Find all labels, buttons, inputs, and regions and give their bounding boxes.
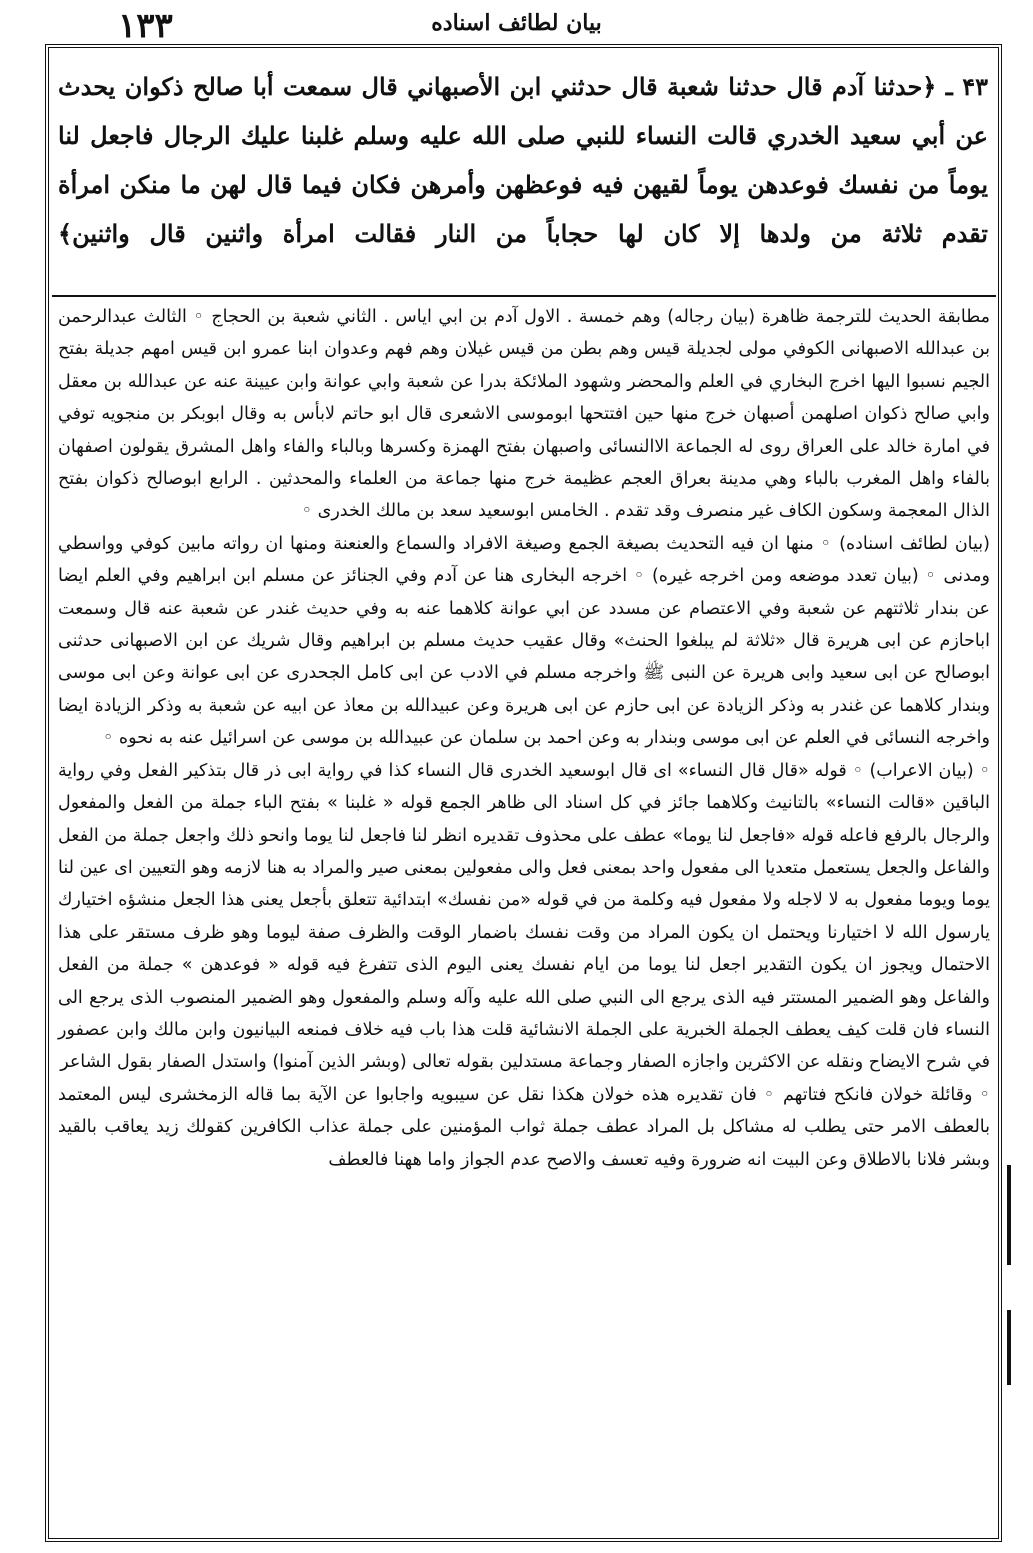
margin-mark xyxy=(1007,1165,1011,1265)
section-divider xyxy=(52,295,996,297)
commentary-paragraph-grammar: ◦ (بيان الاعراب) ◦ قوله «قال قال النساء» اى قال ابوسعيد الخدرى قال النساء كذا في رواية ابى ذر قال بتذكير الفعل وفي رواية الباقين «قالت النساء» بالتانيث وكلاهما جائز في كل اسناد الى ظاهر الجمع قوله « غلبنا » بفتح الباء جملة من الفعل والمفعول والرجال بالرفع فاعله قوله «فاجعل لنا يوما» عطف على محذوف تقديره انظر لنا فاجعل لنا يوما وانحو ذلك واجعل جملة من الفعل والفاعل والجعل يستعمل متعديا الى مفعول واحد بمعنى فعل والى مفعولين بمعنى صير والمراد به هنا لازمه وهو التعيين اى عين لنا يوما ويوما مفعول به لا لاجله ولا مفعول فيه وكلمة من في قوله «من نفسك» ابتدائية تتعلق بأجعل يعنى هذا الجعل منشؤه اختيارك يارسول الله لا اختيارنا ويحتمل ان يكون المراد من وقت نفسك باضمار الوقت والظرف صفة ليوما وهو ظرف مستقر على هذا الاحتمال ويجوز ان يكون التقدير اجعل لنا يوما من ايام نفسك يعنى اليوم الذى تتفرغ فيه قوله « فوعدهن » جملة من الفعل والفاعل وهو الضمير المستتر فيه الذى يرجع الى النبي صلى الله عليه وآله وسلم والمفعول وهو الضمير المنصوب الذى يرجع الى النساء فان قلت كيف يعطف الجملة الخبرية على الجملة الانشائية قلت هذا باب فيه خلاف فمنعه البيانيون وابن مالك وابن عصفور في شرح الايضاح ونقله عن الاكثرين واجازه الصفار وجماعة مستدلين بقوله تعالى (وبشر الذين آمنوا) واستدل الصفار بقول الشاعر xyxy=(58,760,990,1073)
commentary-paragraph-verse: ◦ وقائلة خولان فانكح فتاتهم ◦ فان تقديره هذه خولان هكذا نقل عن سيبويه واجابوا عن الآية بما قاله الزمخشرى ليس المعتمد بالعطف الامر حتى يطلب له مشاكل بل المراد عطف جملة ثواب المؤمنين على جملة عذاب الكافرين كقولك زيد يعاقب بالقيد وبشر فلانا بالاطلاق وعن البيت انه ضرورة وفيه تعسف والاصح عدم الجواز واما ههنا فالعطف xyxy=(58,1084,990,1170)
page-header xyxy=(0,0,1033,44)
commentary xyxy=(58,301,990,1176)
running-title: بيان لطائف اسناده xyxy=(431,10,602,36)
hadith-text: ۴۳ ـ ﴿حدثنا آدم قال حدثنا شعبة قال حدثني ابن الأصبهاني قال سمعت أبا صالح ذكوان يحدث عن أبي سعيد الخدري قالت النساء للنبي صلى الله عليه وسلم غلبنا عليك الرجال فاجعل لنا يوماً من نفسك فوعدهن يوماً لقيهن فيه فوعظهن وأمرهن فكان فيما قال لهن ما منكن امرأة تقدم ثلاثة من ولدها إلا كان لها حجاباً من النار فقالت امرأة واثنين قال واثنين﴾ xyxy=(58,72,989,248)
commentary-paragraph-isnad: (بيان لطائف اسناده) ◦ منها ان فيه التحديث بصيغة الجمع وصيغة الافراد والسماع والعنعنة ومنها ان رواته مابين كوفي وواسطي ومدنى ◦ (بيان تعدد موضعه ومن اخرجه غيره) ◦ اخرجه البخارى هنا عن آدم وفي الجنائز عن مسلم ابن ابراهيم وفي العلم ايضا عن بندار ثلاثتهم عن شعبة وفي الاعتصام عن مسدد عن ابي عوانة كلاهما عنه به وفي حديث غندر عن شعبة عنه قال وسمعت اباحازم عن ابى هريرة قال «ثلاثة لم يبلغوا الحنث» وقال عقيب حديث مسلم بن ابراهيم وقال شريك عن ابن الاصبهانى حدثنى ابوصالح عن ابى سعيد وابى هريرة عن النبى ﷺ واخرجه مسلم في الادب عن ابى كامل الجحدرى عن ابى عوانة وعن ابى موسى وبندار كلاهما عن غندر به وذكر الزيادة عن ابى حازم عن ابى هريرة وعن عبيدالله بن معاذ عن ابيه عن شعبة به وذكر الزيادة ايضا واخرجه النسائى في العلم عن ابى موسى وبندار به وعن احمد بن سلمان عن عبيدالله بن موسى عن اسرائيل عنه به نحوه ◦ xyxy=(58,533,990,749)
commentary-paragraph-narrators: مطابقة الحديث للترجمة ظاهرة (بيان رجاله) وهم خمسة . الاول آدم بن ابي اياس . الثاني شعبة بن الحجاج ◦ الثالث عبدالرحمن بن عبدالله الاصبهانى الكوفي مولى لجديلة قيس وهم بطن من قيس غيلان وهم فهم وعدوان ابنا عمرو ابن قيس امهم جديلة بفتح الجيم نسبوا اليها اخرج البخاري في العلم والمحضر وشهود الملائكة بدرا عن شعبة وابي عوانة وابن عيينة عنه عن عبدالله بن معقل وابي صالح ذكوان اصلهمن أصبهان خرج منها حين افتتحها ابوموسى الاشعرى قال ابو حاتم لابأس به وقال ابوبكر بن منجويه توفي في امارة خالد على العراق روى له الجماعة الاالنسائى واصبهان بفتح الهمزة وكسرها وبالباء والفاء واهل المشرق يقولون اصفهان بالفاء واهل المغرب بالباء وهي مدينة بعراق العجم عظيمة خرج منها جماعة من العلماء والمحدثين . الرابع ابوصالح ذكوان بفتح الذال المعجمة وسكون الكاف غير منصرف وقد تقدم . الخامس ابوسعيد سعد بن مالك الخدرى ◦ xyxy=(58,307,990,522)
margin-mark xyxy=(1007,1310,1011,1385)
page-number: ۱۳۳ xyxy=(118,6,173,46)
